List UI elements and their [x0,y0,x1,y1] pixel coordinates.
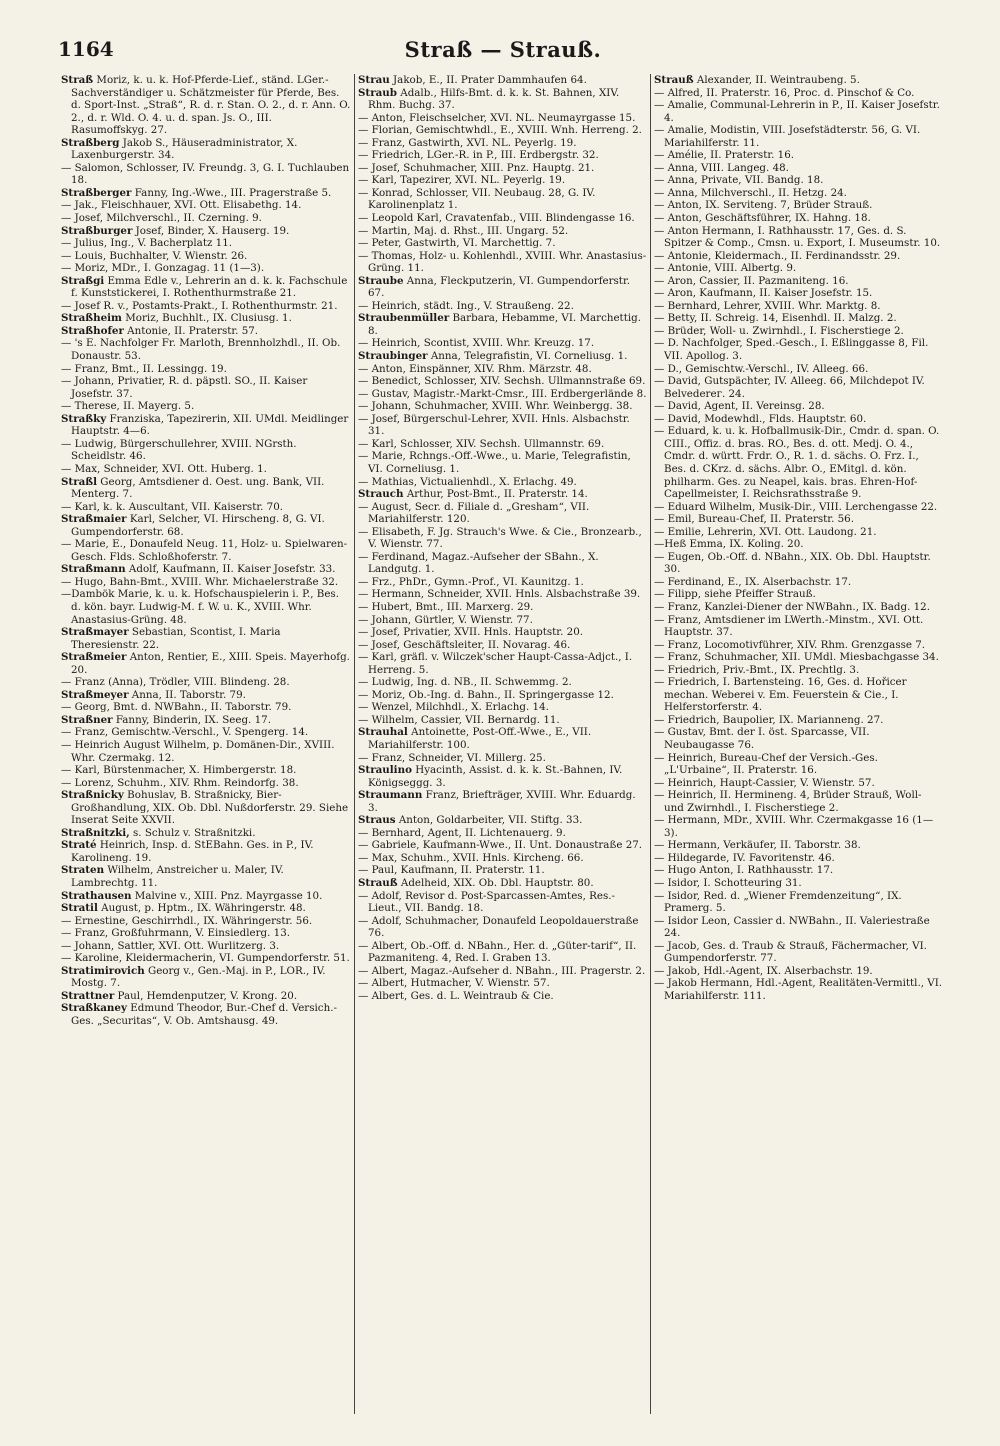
directory-entry: — Heinrich, Scontist, XVIII. Whr. Kreuzg. 17. [358,337,595,350]
directory-entry: — Albert, Ges. d. L. Weintraub & Cie. [358,989,554,1002]
directory-entry: — Florian, Gemischtwhdl., E., XVIII. Wnh. Herreng. 2. [358,124,642,137]
directory-entry: — Aron, Cassier, II. Pazmaniteng. 16. [654,274,849,287]
directory-entry: — Franz, Locomotivführer, XIV. Rhm. Grenzgasse 7. [654,638,926,651]
entry-surname: Straßburger [61,224,133,237]
directory-entry: — August, Secr. d. Filiale d. „Gresham“, VII. Mariahilferstr. 120. [358,500,590,526]
directory-entry: — Gustav, Bmt. der I. öst. Sparcasse, VII. Neubaugasse 76. [654,726,870,751]
directory-entry: —Dambök Marie, k. u. k. Hofschauspielerin i. P., Bes. d. kön. bayr. Ludwig-M. f. W. u. K., XVIII. Whr. Anastasius-Grüng. 48. [61,588,339,626]
directory-entry: Straß Moriz, k. u. k. Hof-Pferde-Lief., ständ. LGer.-Sachverständiger u. Schätzmeister für Pferde, Bes. d. Sport-Inst. „Straß“, R. d. r. Stan. O. 2., d. r. Ann. O. 2., d. r. Wld. O. 4. u. d. span. Js. O., III. Rasumoffskyg. 27. [61,74,351,137]
directory-entry: — Emilie, Lehrerin, XVI. Ott. Laudong. 21. [654,525,877,538]
directory-entry: — David, Modewhdl., Flds. Hauptstr. 60. [654,412,867,425]
directory-entry: — Albert, Hutmacher, V. Wienstr. 57. [358,977,550,990]
directory-entry: Straßmeyer Anna, II. Taborstr. 79. [61,688,246,701]
directory-entry: — Isidor Leon, Cassier d. NWBahn., II. Valeriestraße 24. [654,914,930,940]
entry-surname: Straßnicky [61,789,124,802]
directory-entry: Strattner Paul, Hemdenputzer, V. Krong. 20. [61,989,298,1002]
directory-entry: — Friedrich, Baupolier, IX. Marianneng. 27. [654,713,884,726]
entry-surname: Straub [358,86,397,99]
entry-surname: Straube [358,274,404,287]
directory-entry: — Johann, Privatier, R. d. päpstl. SO., II. Kaiser Josefstr. 37. [61,375,308,400]
directory-entry: Straßburger Josef, Binder, X. Hauserg. 19. [61,224,290,237]
directory-entry: — Franz, Schneider, VI. Millerg. 25. [358,751,546,764]
entry-surname: Strattner [61,989,115,1002]
directory-entry: — Friedrich, LGer.-R. in P., III. Erdbergstr. 32. [358,149,599,162]
directory-entry: Straßnitzki, s. Schulz v. Straßnitzki. [61,826,256,839]
directory-entry: —Heß Emma, IX. Koling. 20. [654,538,804,551]
directory-entry: — Karl, Schlosser, XIV. Sechsh. Ullmannstr. 69. [358,437,605,450]
directory-entry: — Hermann, Verkäufer, II. Taborstr. 38. [654,839,861,852]
directory-entry: — Heinrich, städt. Ing., V. Straußeng. 22. [358,299,574,312]
directory-entry: — Eduard Wilhelm, Musik-Dir., VIII. Lerchengasse 22. [654,500,938,513]
entry-surname: Strau [358,74,390,86]
directory-entry: — Hugo, Bahn-Bmt., XVIII. Whr. Michaelerstraße 32. [61,575,339,588]
entry-surname: Strauß [654,74,694,86]
directory-entry: — Heinrich, Bureau-Chef der Versich.-Ges. „L'Urbaine“, II. Praterstr. 16. [654,751,878,777]
directory-entry: — Emil, Bureau-Chef, II. Praterstr. 56. [654,513,854,526]
directory-entry: Straßkaney Edmund Theodor, Bur.-Chef d. Versich.-Ges. „Securitas“, V. Ob. Amtshausg. 49. [61,1002,337,1028]
directory-entry: — David, Gutspächter, IV. Alleeg. 66, Milchdepot IV. Belvederег. 24. [654,375,925,400]
directory-entry: Straumann Franz, Briefträger, XVIII. Whr. Eduardg. 3. [358,789,636,814]
directory-entry: Straßhofer Antonie, II. Praterstr. 57. [61,324,259,337]
directory-entry: — Anton, IX. Serviteng. 7, Brüder Strauß. [654,199,873,212]
directory-entry: Straten Wilhelm, Anstreicher u. Maler, IV. Lambrechtg. 11. [61,864,284,889]
directory-entry: — Anton, Einspänner, XIV. Rhm. Märzstr. 48. [358,362,592,375]
directory-entry: — Jak., Fleischhauer, XVI. Ott. Elisabethg. 14. [61,199,302,212]
directory-entry: — Betty, II. Schreig. 14, Eisenhdl. II. Malzg. 2. [654,312,897,325]
entry-surname: Strauhal [358,726,408,739]
entry-surname: Straten [61,864,105,877]
directory-entry: — Wenzel, Milchhdl., X. Erlachg. 14. [358,701,549,714]
entry-surname: Straßner [61,713,113,726]
directory-entry: — Isidor, I. Schotteuring 31. [654,877,802,889]
directory-entry: — Franz (Anna), Trödler, VIII. Blindeng. 28. [61,676,290,689]
directory-entry: — Isidor, Red. d. „Wiener Fremdenzeitung“, IX. Pramerg. 5. [654,889,902,915]
directory-entry: — Bernhard, Agent, II. Lichtenauerg. 9. [358,826,566,839]
directory-entry: — Johann, Schuhmacher, XVIII. Whr. Weinbergg. 38. [358,400,633,413]
directory-entry: — Johann, Gürtler, V. Wienstr. 77. [358,613,533,626]
directory-entry: — Marie, E., Donaufeld Neug. 11, Holz- u. Spielwaren-Gesch. Flds. Schloßhoferstr. 7. [61,538,348,563]
directory-entry: Straßmeier Anton, Rentier, E., XIII. Speis. Mayerhofg. 20. [61,651,350,676]
directory-entry: — Julius, Ing., V. Bacherplatz 11. [61,237,233,250]
directory-entry: Straßheim Moriz, Buchhlt., IX. Clusiusg. 1. [61,312,292,325]
directory-entry: — Friedrich, Priv.-Bmt., IX. Prechtlg. 3. [654,663,860,676]
directory-entry: — Franz, Schuhmacher, XII. UMdl. Miesbachgasse 34. [654,651,939,664]
entry-surname: Straßmaier [61,513,127,526]
directory-entry: — Martin, Maj. d. Rhst., III. Ungarg. 52. [358,224,569,237]
directory-entry: Straßner Fanny, Binderin, IX. Seeg. 17. [61,713,271,726]
entry-surname: Straßhofer [61,324,124,337]
directory-entry: Strauhal Antoinette, Post-Off.-Wwe., E., VII. Mariahilferstr. 100. [358,726,592,751]
directory-entry: — Hubert, Bmt., III. Marxerg. 29. [358,600,534,613]
directory-entry: Stratil August, p. Hptm., IX. Währingerstr. 48. [61,902,306,915]
directory-entry: — Jakob, Hdl.-Agent, IX. Alserbachstr. 19. [654,964,873,977]
directory-entry: — Gabriele, Kaufmann-Wwe., II. Unt. Donaustraße 27. [358,839,643,852]
directory-entry: — Karl, Bürstenmacher, X. Himbergerstr. 18. [61,764,297,777]
entry-surname: Straté [61,839,97,852]
directory-entry: — Albert, Ob.-Off. d. NBahn., Her. d. „Güter-tarif“, II. Pazmaniteng. 4, Red. I. Graben 13. [358,939,637,965]
entry-surname: Strauß [358,877,398,889]
directory-entry: Straub Adalb., Hilfs-Bmt. d. k. k. St. Bahnen, XIV. Rhm. Buchg. 37. [358,86,620,112]
directory-entry: — Peter, Gastwirth, VI. Marchettig. 7. [358,237,556,250]
directory-entry: — Adolf, Revisor d. Post-Sparcassen-Amtes, Res.-Lieut., VII. Bandg. 18. [358,889,615,915]
directory-entry: — Wilhelm, Cassier, VII. Bernardg. 11. [358,713,560,726]
entry-surname: Straumann [358,789,423,802]
directory-entry: Straubenmüller Barbara, Hebamme, VI. Marchettig. 8. [358,312,641,337]
directory-entry: — Brüder, Woll- u. Zwirnhdl., I. Fischerstiege 2. [654,324,904,337]
directory-entry: — Karoline, Kleidermacherin, VI. Gumpendorferstr. 51. [61,952,350,965]
directory-entry: — Karl, k. k. Auscultant, VII. Kaiserstr. 70. [61,500,284,513]
directory-entry: — Karl, gräfl. v. Wilczek'scher Haupt-Cassa-Adjct., I. Herreng. 5. [358,651,633,676]
columns [58,74,948,1414]
entry-surname: Straßheim [61,312,122,325]
directory-entry: Straus Anton, Goldarbeiter, VII. Stiftg. 33. [358,814,583,827]
entry-surname: Straßberg [61,136,120,149]
entry-surname: Stratil [61,902,98,915]
directory-entry: — Anton, Geschäftsführer, IX. Hahng. 18. [654,212,871,225]
directory-entry: — Thomas, Holz- u. Kohlenhdl., XVIII. Whr. Anastasius-Grüng. 11. [358,249,647,275]
entry-surname: Straßgi [61,274,105,287]
directory-entry: — D. Nachfolger, Sped.-Gesch., I. Eßlinggasse 8, Fil. VII. Apollog. 3. [654,337,929,363]
entry-surname: Straßmeyer [61,688,129,701]
directory-entry: Straßgi Emma Edle v., Lehrerin an d. k. k. Fachschule f. Kunststickerei, I. Rothenthurmstraße 21. [61,274,348,300]
directory-entry: — Amalie, Communal-Lehrerin in P., II. Kaiser Josefstr. 4. [654,99,940,124]
directory-entry: — Ferdinand, E., IX. Alserbachstr. 17. [654,575,852,588]
directory-entry: — Max, Schneider, XVI. Ott. Huberg. 1. [61,462,267,475]
column-left [58,74,354,1414]
directory-entry: — Ludwig, Bürgerschullehrer, XVIII. NGrsth. Scheidlstr. 46. [61,437,297,463]
running-head: Straß — Strauß. [404,36,602,62]
directory-entry: — Eduard, k. u. k. Hofballmusik-Dir., Cmdr. d. span. O. CIII., Offiz. d. bras. RO., Bes. d. ott. Medj. O. 4., Cmdr. d. württ. Frdr. O., R. 1. d. sächs. O. Frz. I., Bes. d. CKrz. d. sächs. Albr. O., EMitgl. d. kön. philharm. Ges. zu Neapel, kais. bras. Ehren-Hof-Capellmeister, I. Reichsrathsstraße 9. [654,425,940,501]
directory-entry: — Bernhard, Lehrer, XVIII. Whr. Marktg. 8. [654,299,881,312]
entry-surname: Straßnitzki, [61,826,130,839]
entry-surname: Stratimirovich [61,964,145,977]
directory-entry: — Frz., PhDr., Gymn.-Prof., VI. Kaunitzg. 1. [358,575,584,588]
directory-entry: — Adolf, Schuhmacher, Donaufeld Leopoldauerstraße 76. [358,914,639,940]
directory-entry: — Aron, Kaufmann, II. Kaiser Josefstr. 15. [654,287,873,300]
directory-entry: — Josef, Bürgerschul-Lehrer, XVII. Hnls. Alsbachstr. 31. [358,412,630,438]
directory-entry: — Marie, Rchngs.-Off.-Wwe., u. Marie, Telegrafistin, VI. Corneliusg. 1. [358,450,631,475]
directory-entry: — Gustav, Magistr.-Markt-Cmsr., III. Erdbergerlände 8. [358,387,647,400]
directory-entry: — Hildegarde, IV. Favoritenstr. 46. [654,851,835,864]
directory-entry: — Anna, Private, VII. Bandg. 18. [654,174,824,187]
directory-entry: — Hermann, MDr., XVIII. Whr. Czermakgasse 16 (1—3). [654,814,934,839]
directory-entry: — D., Gemischtw.-Verschl., IV. Alleeg. 66. [654,362,869,375]
directory-entry: Strau Jakob, E., II. Prater Dammhaufen 64. [358,74,587,86]
directory-entry: — Josef, Geschäftsleiter, II. Novarag. 46. [358,638,571,651]
directory-entry: — Konrad, Schlosser, VII. Neubaug. 28, G. IV. Karolinenplatz 1. [358,186,596,212]
directory-entry: — Max, Schuhm., XVII. Hnls. Kircheng. 66. [358,851,584,864]
directory-entry: — Franz, Gemischtw.-Verschl., V. Spengerg. 14. [61,726,309,739]
directory-entry: — Friedrich, I. Bartensteing. 16, Ges. d. Hořicer mechan. Weberei v. Em. Feuerstein & Cie., I. Helferstorferstr. 4. [654,676,907,714]
entry-surname: Straßmeier [61,651,127,664]
directory-entry: Straßberger Fanny, Ing.-Wwe., III. Pragerstraße 5. [61,186,332,199]
directory-entry: Straulino Hyacinth, Assist. d. k. k. St.-Bahnen, IV. Königseggg. 3. [358,764,623,789]
page-header [58,32,948,66]
directory-entry: — Elisabeth, F. Jg. Strauch's Wwe. & Cie., Bronzearb., V. Wienstr. 77. [358,525,642,551]
directory-entry: — Hermann, Schneider, XVII. Hnls. Alsbachstraße 39. [358,588,641,601]
entry-surname: Straus [358,814,396,827]
directory-entry: — Franz, Gastwirth, XVI. NL. Peyerlg. 19. [358,136,577,149]
directory-entry: Straßmann Adolf, Kaufmann, II. Kaiser Josefstr. 33. [61,563,336,576]
directory-entry: — Ferdinand, Magaz.-Aufseher der SBahn., X. Landgutg. 1. [358,550,599,576]
directory-entry: — Alfred, II. Praterstr. 16, Proc. d. Pinschof & Co. [654,86,915,99]
directory-entry: — Paul, Kaufmann, II. Praterstr. 11. [358,864,545,877]
directory-entry: — Mathias, Victualienhdl., X. Erlachg. 49. [358,475,577,488]
directory-entry: — Franz, Bmt., II. Lessingg. 19. [61,362,227,375]
directory-entry: — Anna, VIII. Langeg. 48. [654,161,789,174]
directory-entry: Straubinger Anna, Telegrafistin, VI. Corneliusg. 1. [358,350,628,363]
directory-entry: Straßl Georg, Amtsdiener d. Oest. ung. Bank, VII. Menterg. 7. [61,475,325,501]
directory-entry: Straßmayer Sebastian, Scontist, I. Maria Theresienstr. 22. [61,626,281,651]
directory-entry: — Louis, Buchhalter, V. Wienstr. 26. [61,249,248,262]
entry-surname: Strauch [358,488,404,501]
directory-entry: — David, Agent, II. Vereinsg. 28. [654,400,825,413]
directory-entry: — Franz, Kanzlei-Diener der NWBahn., IX. Badg. 12. [654,600,931,613]
column-middle [354,74,650,1414]
page-number: 1164 [58,37,114,61]
directory-entry: Straube Anna, Fleckputzerin, VI. Gumpendorferstr. 67. [358,274,631,300]
entry-surname: Straßberger [61,186,132,199]
directory-entry: Strathausen Malvine v., XIII. Pnz. Mayrgasse 10. [61,889,323,902]
directory-entry: — Lorenz, Schuhm., XIV. Rhm. Reindorfg. 38. [61,776,299,789]
directory-entry: Straßberg Jakob S., Häuseradministrator, X. Laxenburgerstr. 34. [61,136,298,162]
directory-entry: — Georg, Bmt. d. NWBahn., II. Taborstr. 79. [61,701,292,714]
entry-surname: Straßmann [61,563,126,576]
directory-entry: — Josef R. v., Postamts-Prakt., I. Rothenthurmstr. 21. [61,299,338,312]
directory-entry: — Salomon, Schlosser, IV. Freundg. 3, G. I. Tuchlauben 18. [61,161,350,187]
directory-entry: — Anton, Fleischselcher, XVI. NL. Neumayrgasse 15. [358,111,636,124]
directory-entry: — Antonie, VIII. Albertg. 9. [654,262,797,275]
directory-entry: — Josef, Schuhmacher, XIII. Pnz. Hauptg. 21. [358,161,595,174]
directory-entry: Straté Heinrich, Insp. d. StEBahn. Ges. in P., IV. Karolineng. 19. [61,839,314,864]
directory-entry: — Amalie, Modistin, VIII. Josefstädterstr. 56, G. VI. Mariahilferstr. 11. [654,124,921,149]
directory-entry: — Anna, Milchverschl., II. Hetzg. 24. [654,186,847,199]
entry-surname: Straubinger [358,350,428,363]
directory-entry: Strauß Alexander, II. Weintraubeng. 5. [654,74,860,86]
directory-entry: — Antonie, Kleidermach., II. Ferdinandsstr. 29. [654,249,901,262]
entry-surname: Straßmayer [61,626,129,639]
directory-entry: Strauch Arthur, Post-Bmt., II. Praterstr. 14. [358,488,588,501]
directory-entry: — Moriz, MDr., I. Gonzagag. 11 (1—3). [61,262,265,275]
directory-entry: — Jakob Hermann, Hdl.-Agent, Realitäten-Vermittl., VI. Mariahilferstr. 111. [654,977,943,1002]
column-right [650,74,946,1414]
directory-entry: — Ludwig, Ing. d. NB., II. Schwemmg. 2. [358,676,572,689]
directory-entry: — Jacob, Ges. d. Traub & Strauß, Fächermacher, VI. Gumpendorferstr. 77. [654,939,927,965]
directory-entry: — Filipp, siehe Pfeiffer Strauß. [654,588,816,601]
entry-surname: Straßl [61,475,98,488]
entry-surname: Straßkaney [61,1002,127,1015]
directory-entry: — Therese, II. Mayerg. 5. [61,400,195,413]
entry-surname: Straßky [61,412,107,425]
directory-entry: — Albert, Magaz.-Aufseher d. NBahn., III. Pragerstr. 2. [358,964,646,977]
directory-entry: — Leopold Karl, Cravatenfab., VIII. Blindengasse 16. [358,212,635,225]
entry-surname: Straubenmüller [358,312,450,325]
entry-surname: Strathausen [61,889,132,902]
directory-entry: — Benedict, Schlosser, XIV. Sechsh. Ullmannstraße 69. [358,375,646,388]
entry-surname: Straulino [358,764,412,777]
directory-entry: — Ernestine, Geschirrhdl., IX. Währingerstr. 56. [61,914,313,927]
directory-entry: Strauß Adelheid, XIX. Ob. Dbl. Hauptstr. 80. [358,877,594,889]
directory-entry: — Franz, Großfuhrmann, V. Einsiedlerg. 13. [61,927,291,940]
directory-entry: — Josef, Privatier, XVII. Hnls. Hauptstr. 20. [358,626,584,639]
directory-entry: — Johann, Sattler, XVI. Ott. Wurlitzerg. 3. [61,939,280,952]
directory-entry: Stratimirovich Georg v., Gen.-Maj. in P., LOR., IV. Mostg. 7. [61,964,326,990]
directory-entry: — Karl, Tapezirer, XVI. NL. Peyerlg. 19. [358,174,566,187]
directory-entry: — Heinrich, II. Hermineng. 4, Brüder Strauß, Woll- und Zwirnhdl., I. Fischerstiege 2. [654,789,922,814]
directory-entry: Straßky Franziska, Tapezirerin, XII. UMdl. Meidlinger Hauptstr. 4—6. [61,412,349,438]
directory-entry: — Franz, Amtsdiener im LWerth.-Minstm., XVI. Ott. Hauptstr. 37. [654,613,924,639]
directory-entry: — Moriz, Ob.-Ing. d. Bahn., II. Springergasse 12. [358,688,614,701]
entry-surname: Straß [61,74,94,86]
directory-entry: Straßmaier Karl, Selcher, VI. Hirscheng. 8, G. VI. Gumpendorferstr. 68. [61,513,325,538]
directory-entry: — Josef, Milchverschl., II. Czerning. 9. [61,212,262,225]
directory-entry: — Anton Hermann, I. Rathhausstr. 17, Ges. d. S. Spitzer & Comp., Cmsn. u. Export, I. Museumstr. 10. [654,224,941,250]
directory-entry: Straßnicky Bohuslav, B. Straßnicky, Bier-Großhandlung, XIX. Ob. Dbl. Nußdorferstr. 29. Siehe Inserat Seite XXVII. [61,789,349,827]
directory-entry: — Amélie, II. Praterstr. 16. [654,149,795,162]
directory-entry: — Heinrich, Haupt-Cassier, V. Wienstr. 57. [654,776,875,789]
directory-entry: — Hugo Anton, I. Rathhausstr. 17. [654,864,834,877]
directory-entry: — Eugen, Ob.-Off. d. NBahn., XIX. Ob. Dbl. Hauptstr. 30. [654,550,931,576]
directory-entry: — Heinrich August Wilhelm, p. Domänen-Dir., XVIII. Whr. Czermakg. 12. [61,738,335,764]
directory-entry: — 's E. Nachfolger Fr. Marloth, Brennholzhdl., II. Ob. Donaustr. 53. [61,337,341,363]
